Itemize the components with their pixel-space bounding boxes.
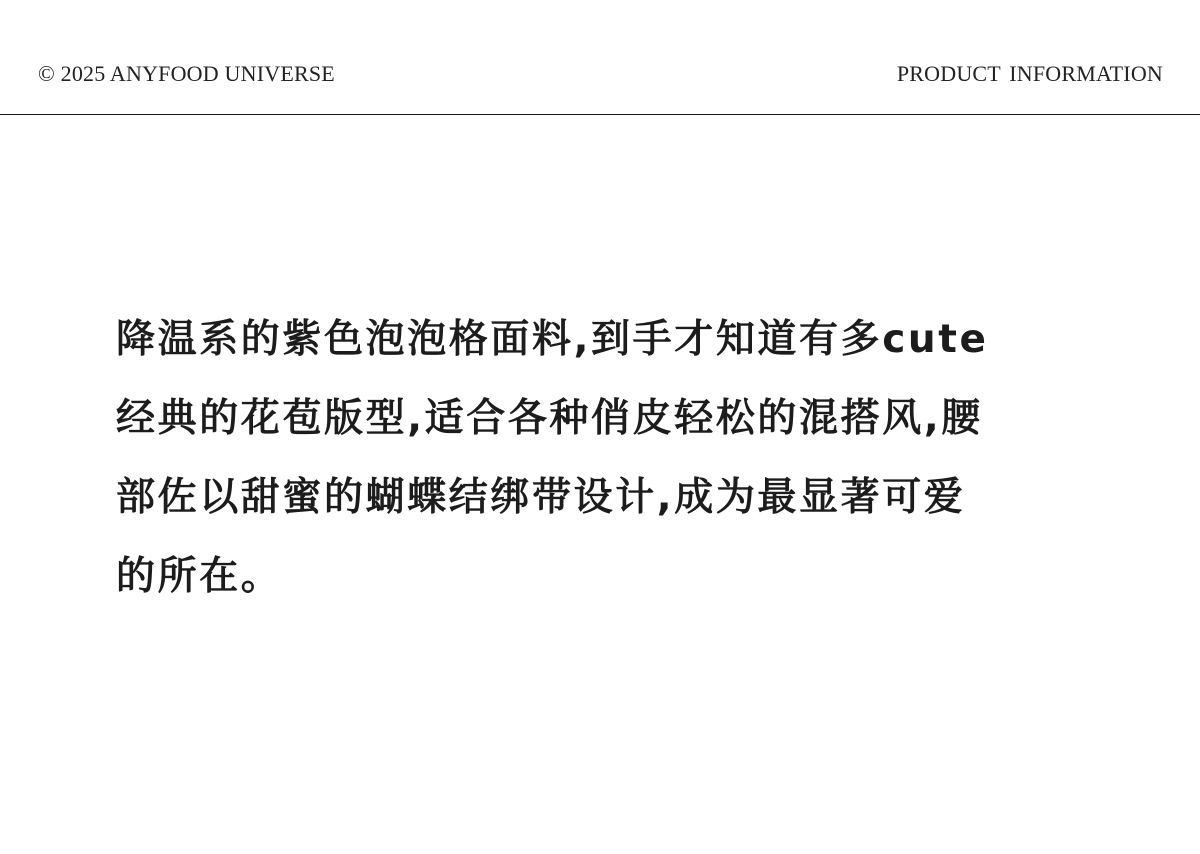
copyright-label: © 2025 ANYFOOD UNIVERSE	[38, 61, 335, 86]
section-title: PRODUCT INFORMATION	[896, 61, 1163, 86]
product-description	[116, 300, 1096, 616]
page-header	[0, 0, 1200, 115]
description-line: 部佐以甜蜜的蝴蝶结绑带设计,成为最显著可爱	[116, 475, 966, 520]
description-line: 经典的花苞版型,适合各种俏皮轻松的混搭风,腰	[116, 396, 983, 441]
description-line: 降温系的紫色泡泡格面料,到手才知道有多cute	[116, 317, 989, 362]
description-line: 的所在。	[116, 554, 283, 599]
